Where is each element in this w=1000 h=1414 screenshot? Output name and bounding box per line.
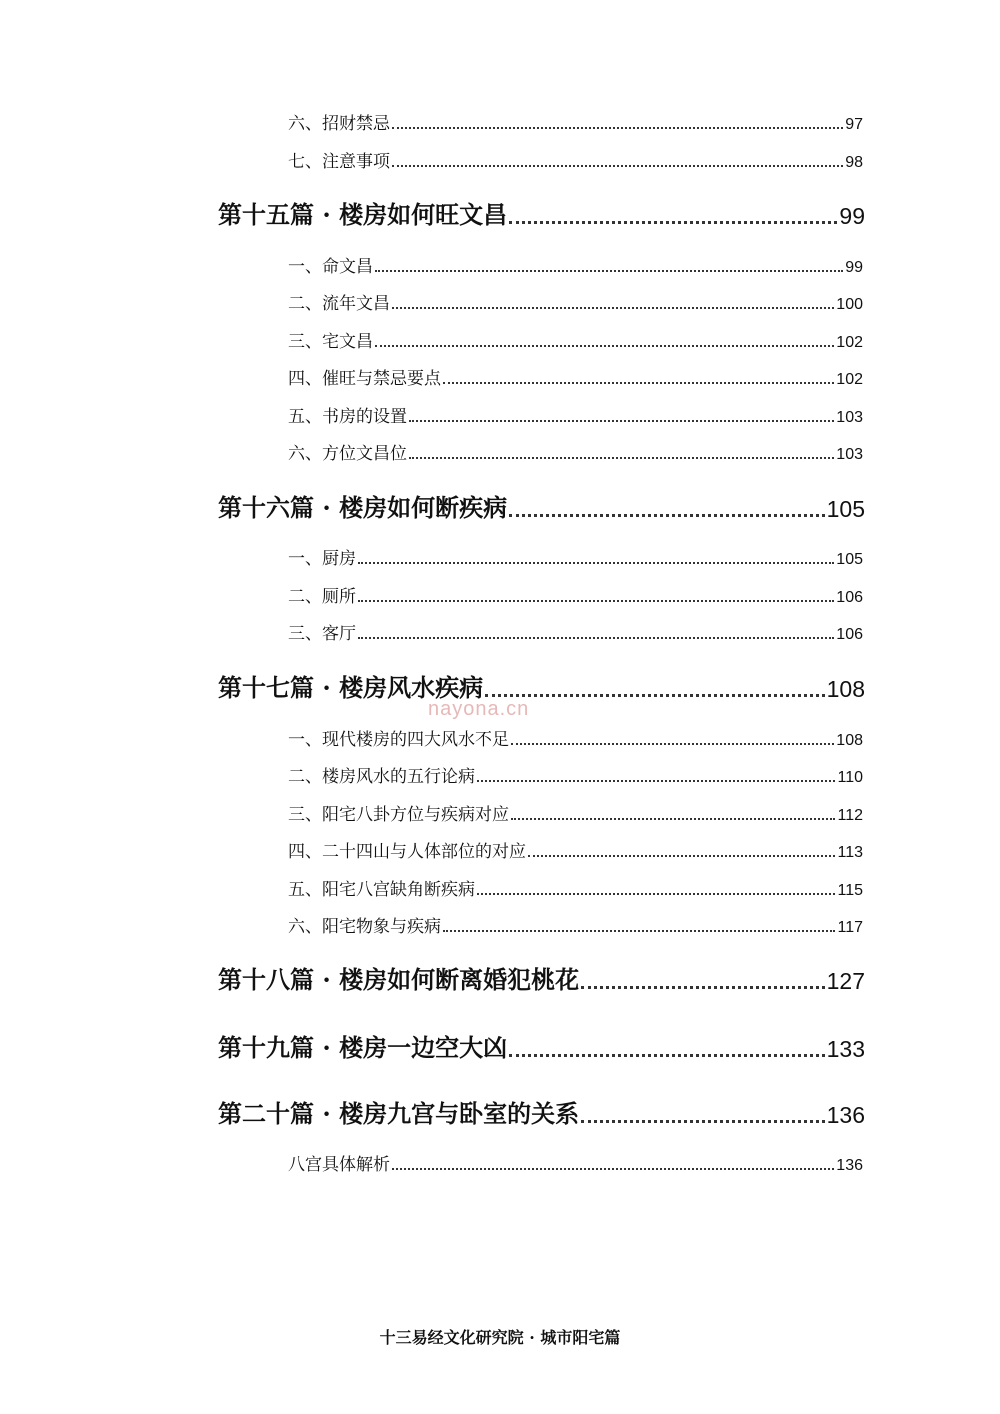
toc-chapter-page: 99 [839,203,865,229]
toc-chapter [218,1099,865,1129]
toc-chapter-page: 133 [826,1036,865,1062]
toc-entry-page: 108 [836,732,863,749]
toc-entry-label: 四、二十四山与人体部位的对应 [288,842,526,862]
toc-entry [288,915,863,937]
toc-entry-page: 136 [836,1157,863,1174]
toc-chapter-label: 第十九篇 · 楼房一边空大凶 [218,1033,508,1062]
dot-leader [511,817,835,820]
toc-entry-page: 103 [836,446,863,463]
toc-entry-label: 七、注意事项 [288,152,390,172]
toc-entry-page: 98 [845,154,863,171]
dot-leader [358,599,834,602]
toc-entry-page: 113 [837,844,863,861]
toc-entry [288,765,863,787]
dot-leader [358,636,834,639]
toc-entry [288,330,863,352]
watermark: nayona.cn [428,698,530,720]
toc-entry-page: 117 [837,919,863,936]
dot-leader [477,892,835,895]
toc-entry-label: 五、阳宅八宫缺角断疾病 [288,880,475,900]
toc-entry [288,803,863,825]
toc-entry-page: 106 [836,626,863,643]
toc-chapter [218,1033,865,1063]
toc-entry [288,840,863,862]
toc-entry-label: 二、流年文昌 [288,294,390,314]
toc-entry-page: 112 [837,807,863,824]
toc-entry-page: 103 [836,409,863,426]
toc-entry-page: 110 [837,769,863,786]
toc-entry-label: 二、楼房风水的五行论病 [288,767,475,787]
toc-chapter [218,965,865,995]
toc-entry-label: 六、阳宅物象与疾病 [288,917,441,937]
toc-chapter-label: 第十七篇 · 楼房风水疾病 [218,673,484,702]
toc-chapter-label: 第十八篇 · 楼房如何断离婚犯桃花 [218,965,580,994]
dot-leader [409,419,834,422]
toc-entry [288,405,863,427]
toc-entry [288,728,863,750]
toc-entry-label: 八宫具体解析 [288,1155,390,1175]
toc-chapter-page: 108 [826,676,865,702]
dot-leader [511,742,834,745]
toc-entry [288,367,863,389]
dot-leader [581,985,825,989]
toc-chapter [218,200,865,230]
dot-leader [392,126,843,129]
toc-entry [288,622,863,644]
toc-entry [288,547,863,569]
toc-entry-label: 二、厕所 [288,587,356,607]
dot-leader [409,456,834,459]
toc-entry [288,150,863,172]
toc-entry-page: 115 [837,882,863,899]
toc-entry [288,255,863,277]
toc-entry-label: 一、现代楼房的四大风水不足 [288,730,509,750]
toc-chapter-page: 105 [826,496,865,522]
toc-entry-label: 五、书房的设置 [288,407,407,427]
dot-leader [392,1167,834,1170]
toc-entry [288,442,863,464]
toc-entry-page: 105 [836,551,863,568]
toc-entry-page: 100 [836,296,863,313]
dot-leader [375,269,843,272]
toc-entry [288,112,863,134]
toc-chapter [218,673,865,703]
toc-chapter-label: 第十六篇 · 楼房如何断疾病 [218,493,508,522]
toc-entry-page: 99 [845,259,863,276]
dot-leader [477,779,835,782]
dot-leader [443,929,835,932]
page-footer: 十三易经文化研究院 · 城市阳宅篇 [379,1328,621,1347]
dot-leader [358,561,834,564]
dot-leader [509,513,825,517]
toc-entry [288,1153,863,1175]
dot-leader [581,1119,825,1123]
toc-entry-label: 一、命文昌 [288,257,373,277]
toc-entry-page: 106 [836,589,863,606]
dot-leader [392,306,834,309]
toc-entry-label: 三、客厅 [288,624,356,644]
dot-leader [443,381,834,384]
toc-chapter [218,493,865,523]
toc-chapter-page: 136 [826,1102,865,1128]
toc-entry-label: 六、方位文昌位 [288,444,407,464]
dot-leader [509,1053,825,1057]
dot-leader [485,693,825,697]
toc-entry-page: 102 [836,371,863,388]
dot-leader [528,854,835,857]
dot-leader [509,220,837,224]
toc-entry-label: 六、招财禁忌 [288,114,390,134]
toc-chapter-page: 127 [826,968,865,994]
dot-leader [375,344,834,347]
dot-leader [392,164,843,167]
toc-entry-page: 97 [845,116,863,133]
toc-entry-label: 四、催旺与禁忌要点 [288,369,441,389]
toc-chapter-label: 第二十篇 · 楼房九宫与卧室的关系 [218,1099,580,1128]
toc-entry [288,585,863,607]
toc-entry-label: 三、阳宅八卦方位与疾病对应 [288,805,509,825]
toc-entry [288,292,863,314]
toc-entry-page: 102 [836,334,863,351]
toc-entry [288,878,863,900]
toc-entry-label: 三、宅文昌 [288,332,373,352]
toc-entry-label: 一、厨房 [288,549,356,569]
toc-chapter-label: 第十五篇 · 楼房如何旺文昌 [218,200,508,229]
